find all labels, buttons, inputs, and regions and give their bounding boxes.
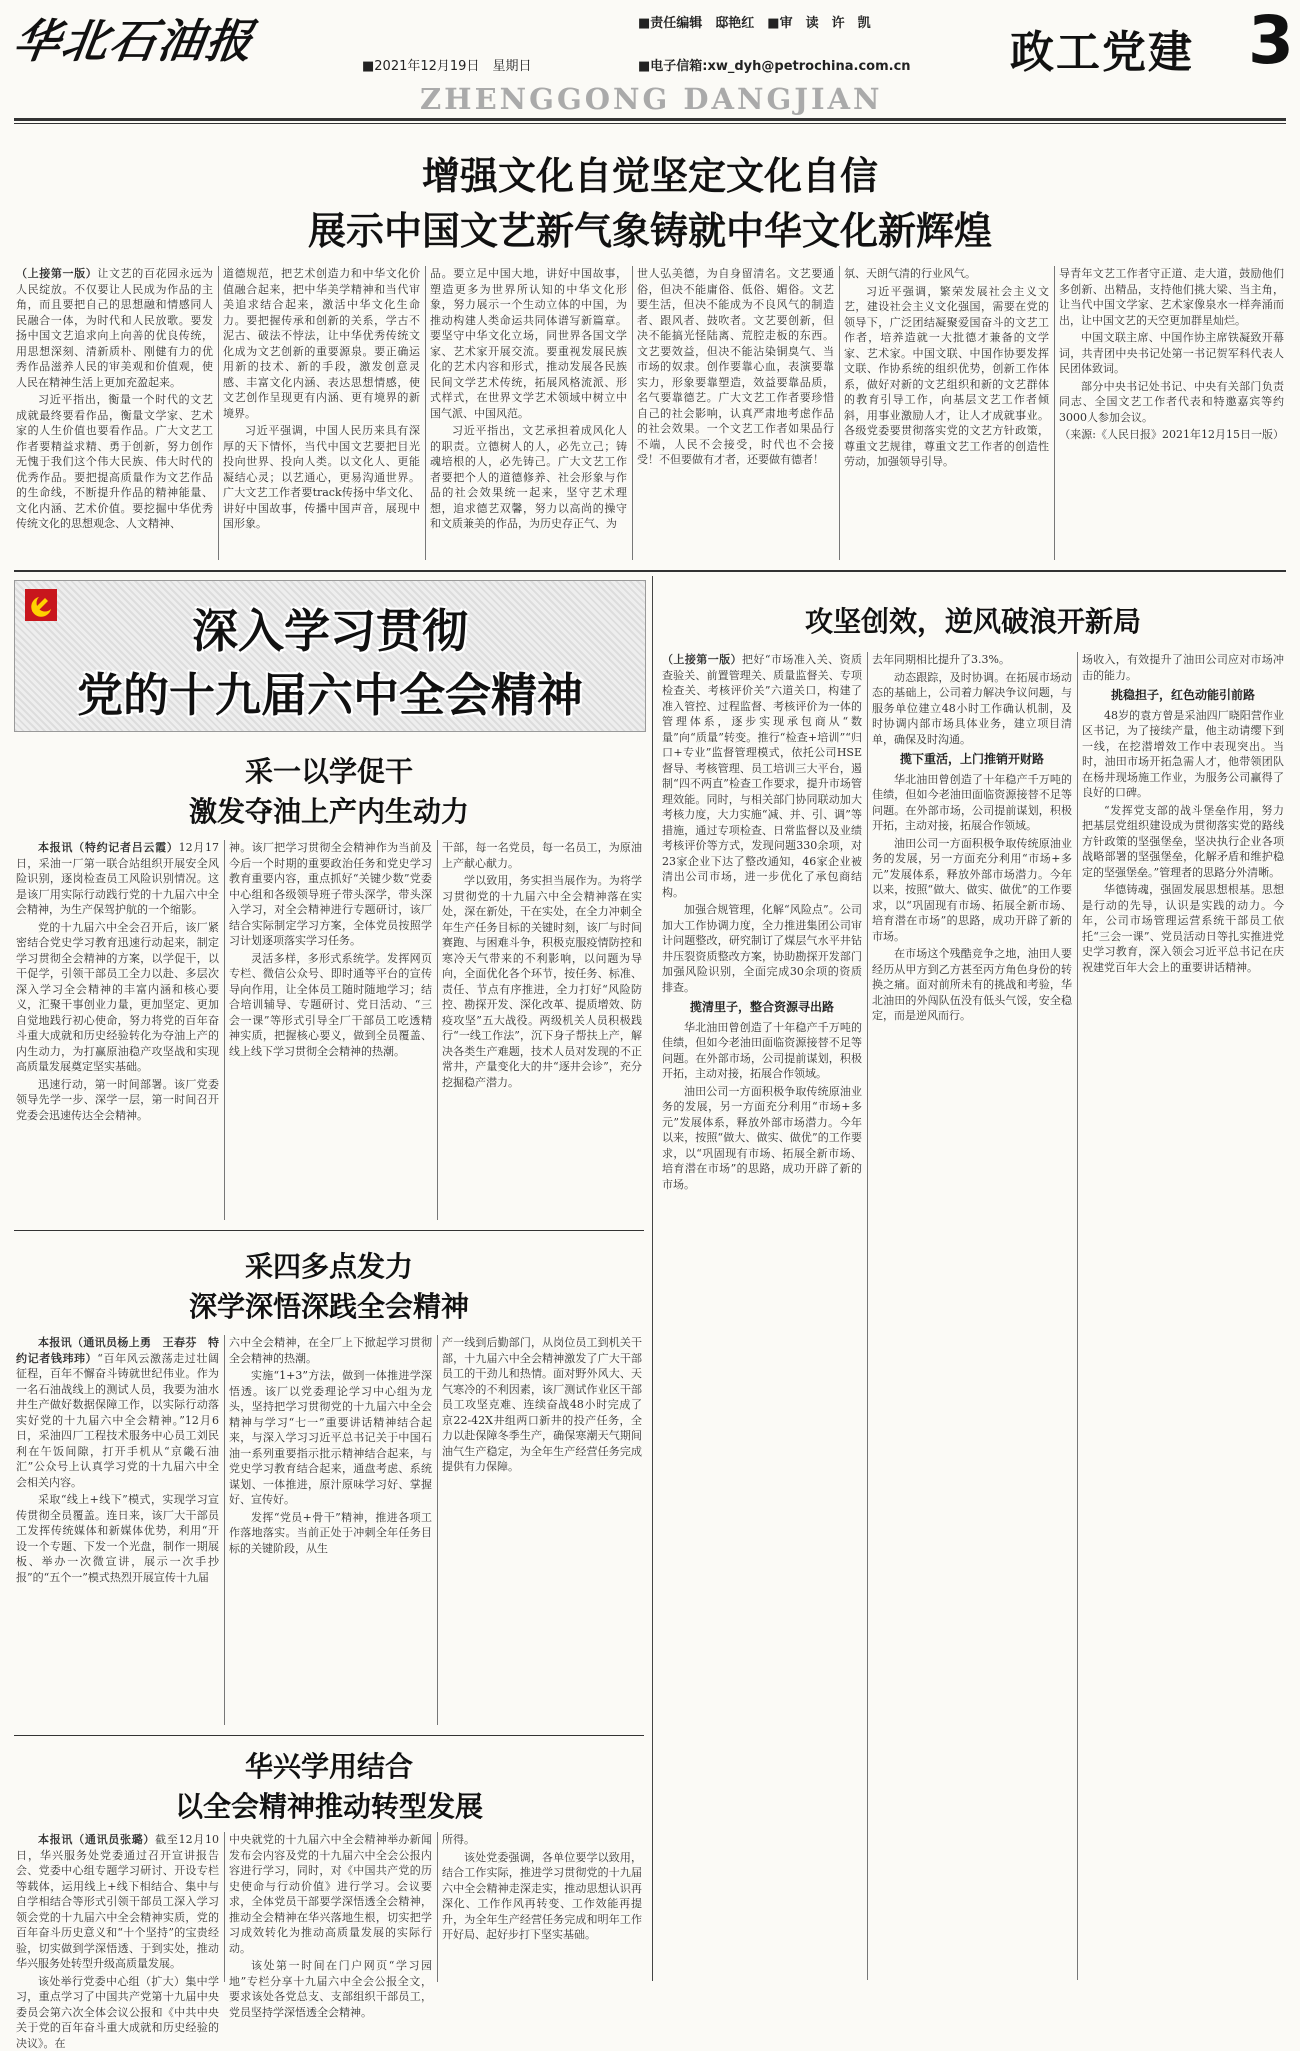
article2-title-line1: 采四多点发力 — [244, 1250, 413, 1283]
lead-column: （上接第一版）让文艺的百花园永远为人民绽放。不仅要让人民成为作品的主角，而且要把自己的思想融和情感同人民融合一体，为时代和人民放歌。要发扬中国文艺追求向上向善的优良传统，用思想深刻、清新质朴、刚健有力的优秀作品滋养人民的审美观和价值观，使人民在精神生活上更加充盈起来。 习近平指出，衡量一个时代的文艺成就最终要看作品，衡量文学家、艺术家的人生价值也要看作品。广大文艺工作者要精益求精、勇于创新，努力创作无愧于我们这个伟大民族、伟大时代的优秀作品。要把提高质量作为文艺作品的生命线，不断提升作品的精神能量、文化内涵、艺术价值。要挖掘中华优秀传统文化的思想观念、人文精神、 — [16, 267, 213, 530]
column-divider — [437, 1335, 438, 1725]
article4-column: 去年同期相比提升了3.3%。 动态跟踪，及时协调。在拓展市场动态的基础上，公司着力解决争议问题，与服务单位建立48小时工作确认机制，及时协调内部市场具体业务，建立项目清单，确保及时沟通。 揽下重活，上门推销开财路 华北油田曾创造了十年稳产千万吨的佳绩，但如今老油田面临资源接替不足等问题。在外部市场，公司提前谋划，积极开拓，主动对接，拓展合作领域。 油田公司一方面积极争取传统原油业务的发展，另一方面充分利用“市场+多元”发展体系，释放外部市场潜力。今年以来，按照“做大、做实、做优”的工作要求，以“巩固现有市场、拓展全新市场、培育潜在市场”的思路，成功开辟了新的市场。 在市场这个残酷竞争之地，油田人要经历从甲方到乙方甚至丙方角色身份的转换之痛。面对前所未有的挑战和考验，华北油田的外闯队伍没有低头气馁，安全稳定，而是逆风而行。 — [872, 653, 1072, 1022]
lead-column: 道德规范，把艺术创造力和中华文化价值融合起来，把中华美学精神和当代审美追求结合起来，激活中华文化生命力。要把握传承和创新的关系，学古不泥古、破法不悖法，让中华优秀传统文化成为文艺创新的重要源泉。要正确运用新的技术、新的手段，激发创意灵感、丰富文化内涵、表达思想情感，使文艺创作呈现更有内涵、更有境界的新境界。 习近平强调，中国人民历来具有深厚的天下情怀，当代中国文艺要把目光投向世界、投向人类。以文化人、更能凝结心灵；以艺通心，更易沟通世界。广大文艺工作者要track传扬中华文化、讲好中国故事，传播中国声音，展现中国形象。 — [223, 267, 420, 530]
section-pinyin: ZHENGGONG DANGJIAN — [420, 82, 883, 116]
lead-continued-label: （上接第一版） — [16, 267, 98, 280]
special-banner — [14, 580, 646, 732]
column-divider — [437, 840, 438, 1220]
article4-column: （上接第一版）把好“市场准入关、资质查验关、前置管理关、质量监督关、专项检查关、考核评价关”六道关口，构建了准入管控、过程监督、考核评价为一体的管理体系，逐步实现承包商从“数量”向“质量”转变。推行“检查+培训”“归口+专业”监督管理模式，依托公司HSE督导、考核管理、员工培训三大平台，遏制“四不两直”检查工作要求，提升市场管理效能。同时，与相关部门协同联动加大考核力度，大力实施“减、并、引、调”等措施，通过专项检查、日常监督以及业绩考核评价等方式，发现问题330余项，对23家企业下达了整改通知，46家企业被清出公司市场，进一步优化了承包商结构。 加强合规管理，化解“风险点”。公司加大工作协调力度，全力推进集团公司审计问题整改，研究制订了煤层气水平井钻井压裂资质整改方案，协助勘探开发部门加强风险识别，全面完成30余项的资质排查。 揽清里子，整合资源寻出路 华北油田曾创造了十年稳产千万吨的佳绩，但如今老油田面临资源接替不足等问题。在外部市场，公司提前谋划，积极开拓，主动对接，拓展合作领域。 油田公司一方面积极争取传统原油业务的发展，另一方面充分利用“市场+多元”发展体系，释放外部市场潜力。今年以来，按照“做大、做实、做优”的工作要求，以“巩固现有市场、拓展全新市场、培育潜在市场”的思路，成功开辟了新的市场。 — [662, 653, 863, 1191]
article-rule — [14, 1735, 644, 1736]
article4-subhead: 揽清里子，整合资源寻出路 — [689, 1000, 834, 1014]
column-divider — [437, 1832, 438, 1982]
column-divider — [632, 266, 633, 560]
paper-logo — [10, 8, 274, 78]
masthead-rule — [14, 118, 1286, 121]
article3-title-line2: 以全会精神推动转型发展 — [174, 1790, 483, 1823]
masthead-rule-thin — [14, 123, 1286, 124]
column-divider — [1077, 652, 1078, 1980]
paper-name: 华北石油报 — [10, 14, 258, 68]
article4-continued-label: （上接第一版） — [662, 653, 743, 666]
masthead-date: ■2021年12月19日 星期日 — [362, 59, 532, 74]
banner-line1: 深入学习贯彻 — [192, 604, 468, 658]
article-rule — [14, 1230, 644, 1231]
article2-title-line2: 深学深悟深践全会精神 — [188, 1290, 469, 1323]
article3-title-line1: 华兴学用结合 — [244, 1750, 413, 1783]
column-divider — [1054, 266, 1055, 560]
column-divider — [224, 840, 225, 1220]
lead-column: 世人弘美德，为自身留清名。文艺要通俗，但决不能庸俗、低俗、媚俗。文艺要生活，但决不能成为不良风气的制造者、跟风者、鼓吹者。文艺要创新，但决不能搞光怪陆离、荒腔走板的东西。文艺要效益，但决不能沾染铜臭气、当市场的奴隶。创作要靠心血，表演要靠实力，形象要靠塑造，效益要靠品质，名气要靠德艺。广大文艺工作者要珍惜自己的社会影响，认真严肃地考虑作品的社会效果。一个文艺工作者如果品行不端，人民不会接受，时代也不会接受！不但要做有才者，还要做有德者！ — [637, 267, 834, 466]
article4-subhead: 挑稳担子，红色动能引前路 — [1110, 688, 1255, 702]
lead-column: 品。要立足中国大地，讲好中国故事，塑造更多为世界所认知的中华文化形象，努力展示一个生动立体的中国，为推动构建人类命运共同体谱写新篇章。要坚守中华文化立场，同世界各国文学家、艺术家开展交流。要重视发展民族化的艺术内容和形式，推动发展各民族民间文学艺术传统，拓展风格流派、形式样式，在世界文学艺术领域中树立中国气派、中国风范。 习近平指出，文艺承担着成风化人的职责。立德树人的人，必先立己；铸魂培根的人，必先铸己。广大文艺工作者要把个人的道德修养、社会形象与作品的社会效果统一起来，坚守艺术理想，追求德艺双馨，努力以高尚的操守和文质兼美的作品，为历史存正气、为 — [430, 267, 627, 530]
article1-title-line1: 采一以学促干 — [244, 755, 413, 788]
masthead-editor: ■责任编辑 邸艳红 ■审 读 许 凯 — [638, 16, 871, 31]
lead-title-line2: 展示中国文艺新气象铸就中华文化新辉煌 — [307, 209, 992, 253]
column-divider — [867, 652, 868, 1980]
article4-subhead: 揽下重活，上门推销开财路 — [899, 752, 1044, 766]
column-divider — [425, 266, 426, 560]
column-divider — [224, 1832, 225, 1982]
banner-line2: 党的十九届六中全会精神 — [77, 668, 583, 722]
section-rule — [14, 570, 1286, 572]
column-divider — [224, 1335, 225, 1725]
lead-column: 导青年文艺工作者守正道、走大道，鼓励他们多创新、出精品，支持他们挑大梁、当主角，让当代中国文学家、艺术家像泉水一样奔涌而出，让中国文艺的天空更加群星灿烂。 中国文联主席、中国作协主席铁凝致开幕词，共青团中央书记处第一书记贺军科代表人民团体致词。 部分中央书记处书记、中央有关部门负责同志、全国文艺工作者代表和特邀嘉宾等约3000人参加会议。 （来源:《人民日报》2021年12月15日一版） — [1059, 267, 1284, 441]
article2-column: 六中全会精神，在全厂上下掀起学习贯彻全会精神的热潮。 实施“1+3”方法，做到一体推进学深悟透。该厂以党委理论学习中心组为龙头，坚持把学习贯彻党的十九届六中全会精神与学习“七一”重要讲话精神结合起来，与深入学习习近平总书记关于中国石油一系列重要指示批示精神结合起来，与党史学习教育结合起来，通盘考虑、系统谋划、一体推进，原汁原味学习好、掌握好、宣传好。 发挥“党员+骨干”精神，推进各项工作落地落实。当前正处于冲刺全年任务目标的关键阶段，从生 — [229, 1336, 432, 1555]
article3-column: 中央就党的十九届六中全会精神举办新闻发布会内容及党的十九届六中全会公报内容进行学习，同时，对《中国共产党的历史使命与行动价值》进行学习。会议要求，全体党员干部要学深悟透全会精神，推动全会精神在华兴落地生根，切实把学习成效转化为推动高质量发展的实际行动。 该处第一时间在门户网页“学习园地”专栏分享十九届六中全会公报全文，要求该处各党总支、支部组织干部员工，党员坚持学深悟透全会精神。 — [229, 1833, 432, 2019]
section-name: 政工党建 — [1010, 27, 1194, 78]
article2-column: 产一线到后勤部门，从岗位员工到机关干部，十九届六中全会精神激发了广大干部员工的干劲儿和热情。面对野外风大、天气寒冷的不利因素，该厂测试作业区干部员工攻坚克难、连续奋战48小时完成了京22-42X井组两口新井的投产任务，全力以赴保障冬季生产，确保寒潮天气期间油气生产稳定，为全年生产经营任务完成提供有力保障。 — [442, 1336, 642, 1473]
article4-title: 攻坚创效，逆风破浪开新局 — [804, 605, 1141, 638]
article4-column: 场收入，有效提升了油田公司应对市场冲击的能力。 挑稳担子，红色动能引前路 48岁的袁方曾是采油四厂晓阳营作业区书记，为了接续产量，他主动请缨下到一线，在挖潜增效工作中表现突出。当时，油田市场开拓急需人才，他带领团队在杨井现场施工作业，为服务公司赢得了良好的口碑。 “发挥党支部的战斗堡垒作用，努力把基层党组织建设成为贯彻落实党的路线方针政策的坚强堡垒，坚决执行企业各项战略部署的坚强堡垒，化解矛盾和维护稳定的坚强堡垒。”管理者的思路分外清晰。 华德铸魂，强固发展思想根基。思想是行动的先导，认识是实践的动力。今年，公司市场管理运营系统干部员工依托“三会一课”、党员活动日等扎实推进党史学习教育，深入领会习近平总书记在庆祝建党百年大会上的重要讲话精神。 — [1082, 653, 1284, 974]
article1-title-line2: 激发夺油上产内生动力 — [188, 795, 469, 828]
column-divider — [839, 266, 840, 560]
article1-column: 神。该厂把学习贯彻全会精神作为当前及今后一个时期的重要政治任务和党史学习教育重要内容，重点抓好“关键少数”党委中心组和各级领导班子带头深学，带头深入学习，对全会精神进行专题研讨，该厂结合实际制定学习方案，全体党员按照学习计划逐项落实学习任务。 灵活多样，多形式系统学。发挥网页专栏、微信公众号、即时通等平台的宣传导向作用，让全体员工随时随地学习；结合培训辅导、专题研讨、党日活动、“三会一课”等形式引导全厂干部员工吃透精神实质，把握核心要义，做到全员覆盖、线上线下学习贯彻全会精神的热潮。 — [229, 841, 432, 1058]
masthead-email: ■电子信箱:xw_dyh@petrochina.com.cn — [638, 59, 911, 74]
article2-byline: 本报讯（通讯员杨上勇 王春芬 特约记者钱玮玮） — [16, 1336, 219, 1365]
article2-column: 本报讯（通讯员杨上勇 王春芬 特约记者钱玮玮）“百年风云激荡走过壮阔征程，百年不懈奋斗铸就世纪伟业。作为一名石油战线上的测试人员，我要为油水井生产做好数据保障工作，以实际行动落实好党的十九届六中全会精神。”12月6日，采油四厂工程技术服务中心员工刘民利在午饭间隙，打开手机从“京畿石油汇”公众号上认真学习党的十九届六中全会相关内容。 采取“线上+线下”模式，实现学习宣传贯彻全员覆盖。连日来，该厂大干部员工发挥传统媒体和新媒体优势，利用“开设一个专题、下发一个光盘，制作一期展板、举办一次微宣讲，展示一次手抄报”的“五个一”模式热烈开展宣传十九届 — [16, 1336, 220, 1584]
article3-byline: 本报讯（通讯员张璐） — [38, 1833, 156, 1846]
lead-source: （来源:《人民日报》2021年12月15日一版） — [1059, 428, 1284, 441]
article1-column: 干部，每一名党员，每一名员工，为原油上产献心献力。 学以致用，务实担当展作为。为将学习贯彻党的十九届六中全会精神落在实处，深在新处，干在实处，在全力冲刺全年生产任务目标的关键时刻，该厂与时间赛跑、与困难斗争，积极克服疫情防控和寒冷天气带来的不利影响，以问题为导向，全面优化各个环节，按任务、标准、责任、节点有序推进，全力打好“风险防控、勘探开发、深化改革、提质增效、防疫攻坚”五大战役。两级机关人员积极践行“一线工作法”，沉下身子帮扶上产，解决各类生产难题，技术人员对发现的不正常井，产量变化大的井“逐井会诊”，充分挖掘稳产潜力。 — [442, 841, 642, 1089]
article3-column: 所得。 该处党委强调，各单位要学以致用，结合工作实际，推进学习贯彻党的十九届六中全会精神走深走实，推动思想认识再深化、工作作风再转变、工作效能再提升，为全年生产经营任务完成和明年工作开好局、起好步打下坚实基础。 — [442, 1833, 642, 1941]
half-divider — [652, 576, 653, 1981]
article3-column: 本报讯（通讯员张璐）截至12月10日，华兴服务处党委通过召开宣讲报告会、党委中心组专题学习研讨、开设专栏等载体，运用线上+线下相结合、集中与自学相结合等形式引领干部员工深入学习领会党的十九届六中全会精神实质，党的百年奋斗历史意义和“十个坚持”的宝贵经验，切实做到学深悟透、于到实处，推动华兴服务处转型升级高质量发展。 该处举行党委中心组（扩大）集中学习，重点学习了中国共产党第十九届中央委员会第六次全体会议公报和《中共中央关于党的百年奋斗重大成就和历史经验的决议》。在 — [16, 1833, 220, 2050]
lead-column: 氛、天朗气清的行业风气。 习近平强调，繁荣发展社会主义文艺，建设社会主义文化强国，需要在党的领导下，广泛团结凝聚爱国奋斗的文艺工作者，培养造就一大批德才兼备的文学家、艺术家。中国文联、中国作协要发挥文联、作协系统的组织优势，创新工作体系，做好对新的文艺组织和新的文艺群体的教育引导工作，向基层文艺工作者倾斜，用事业激励人才，让人才成就事业。各级党委要贯彻落实党的文艺方针政策，尊重文艺规律，尊重文艺工作者的创造性劳动，加强领导引导。 — [844, 267, 1049, 468]
page-number: 3 — [1248, 2, 1294, 79]
article1-byline: 本报讯（特约记者吕云霞） — [38, 841, 179, 854]
column-divider — [218, 266, 219, 560]
lead-title-line1: 增强文化自觉坚定文化自信 — [421, 154, 878, 198]
article1-column: 本报讯（特约记者吕云霞）12月17日，采油一厂第一联合站组织开展安全风险识别，逐岗检查员工风险识别情况。这是该厂用实际行动践行党的十九届六中全会精神，为生产保驾护航的一个缩影。 党的十九届六中全会召开后，该厂紧密结合党史学习教育迅速行动起来，制定学习贯彻全会精神的方案，以学促干，以干促学，引领干部员工全力以赴、多层次深入学习全会精神的丰富内涵和核心要义，汇聚干事创业力量，更加坚定、更加自觉地践行初心使命，努力将党的百年奋斗重大成就和历史经验转化为夺油上产的内生动力，为打赢原油稳产攻坚战和实现高质量发展奠定坚实基础。 迅速行动，第一时间部署。该厂党委领导先学一步、深学一层，第一时间召开党委会迅速传达全会精神。 — [16, 841, 220, 1122]
